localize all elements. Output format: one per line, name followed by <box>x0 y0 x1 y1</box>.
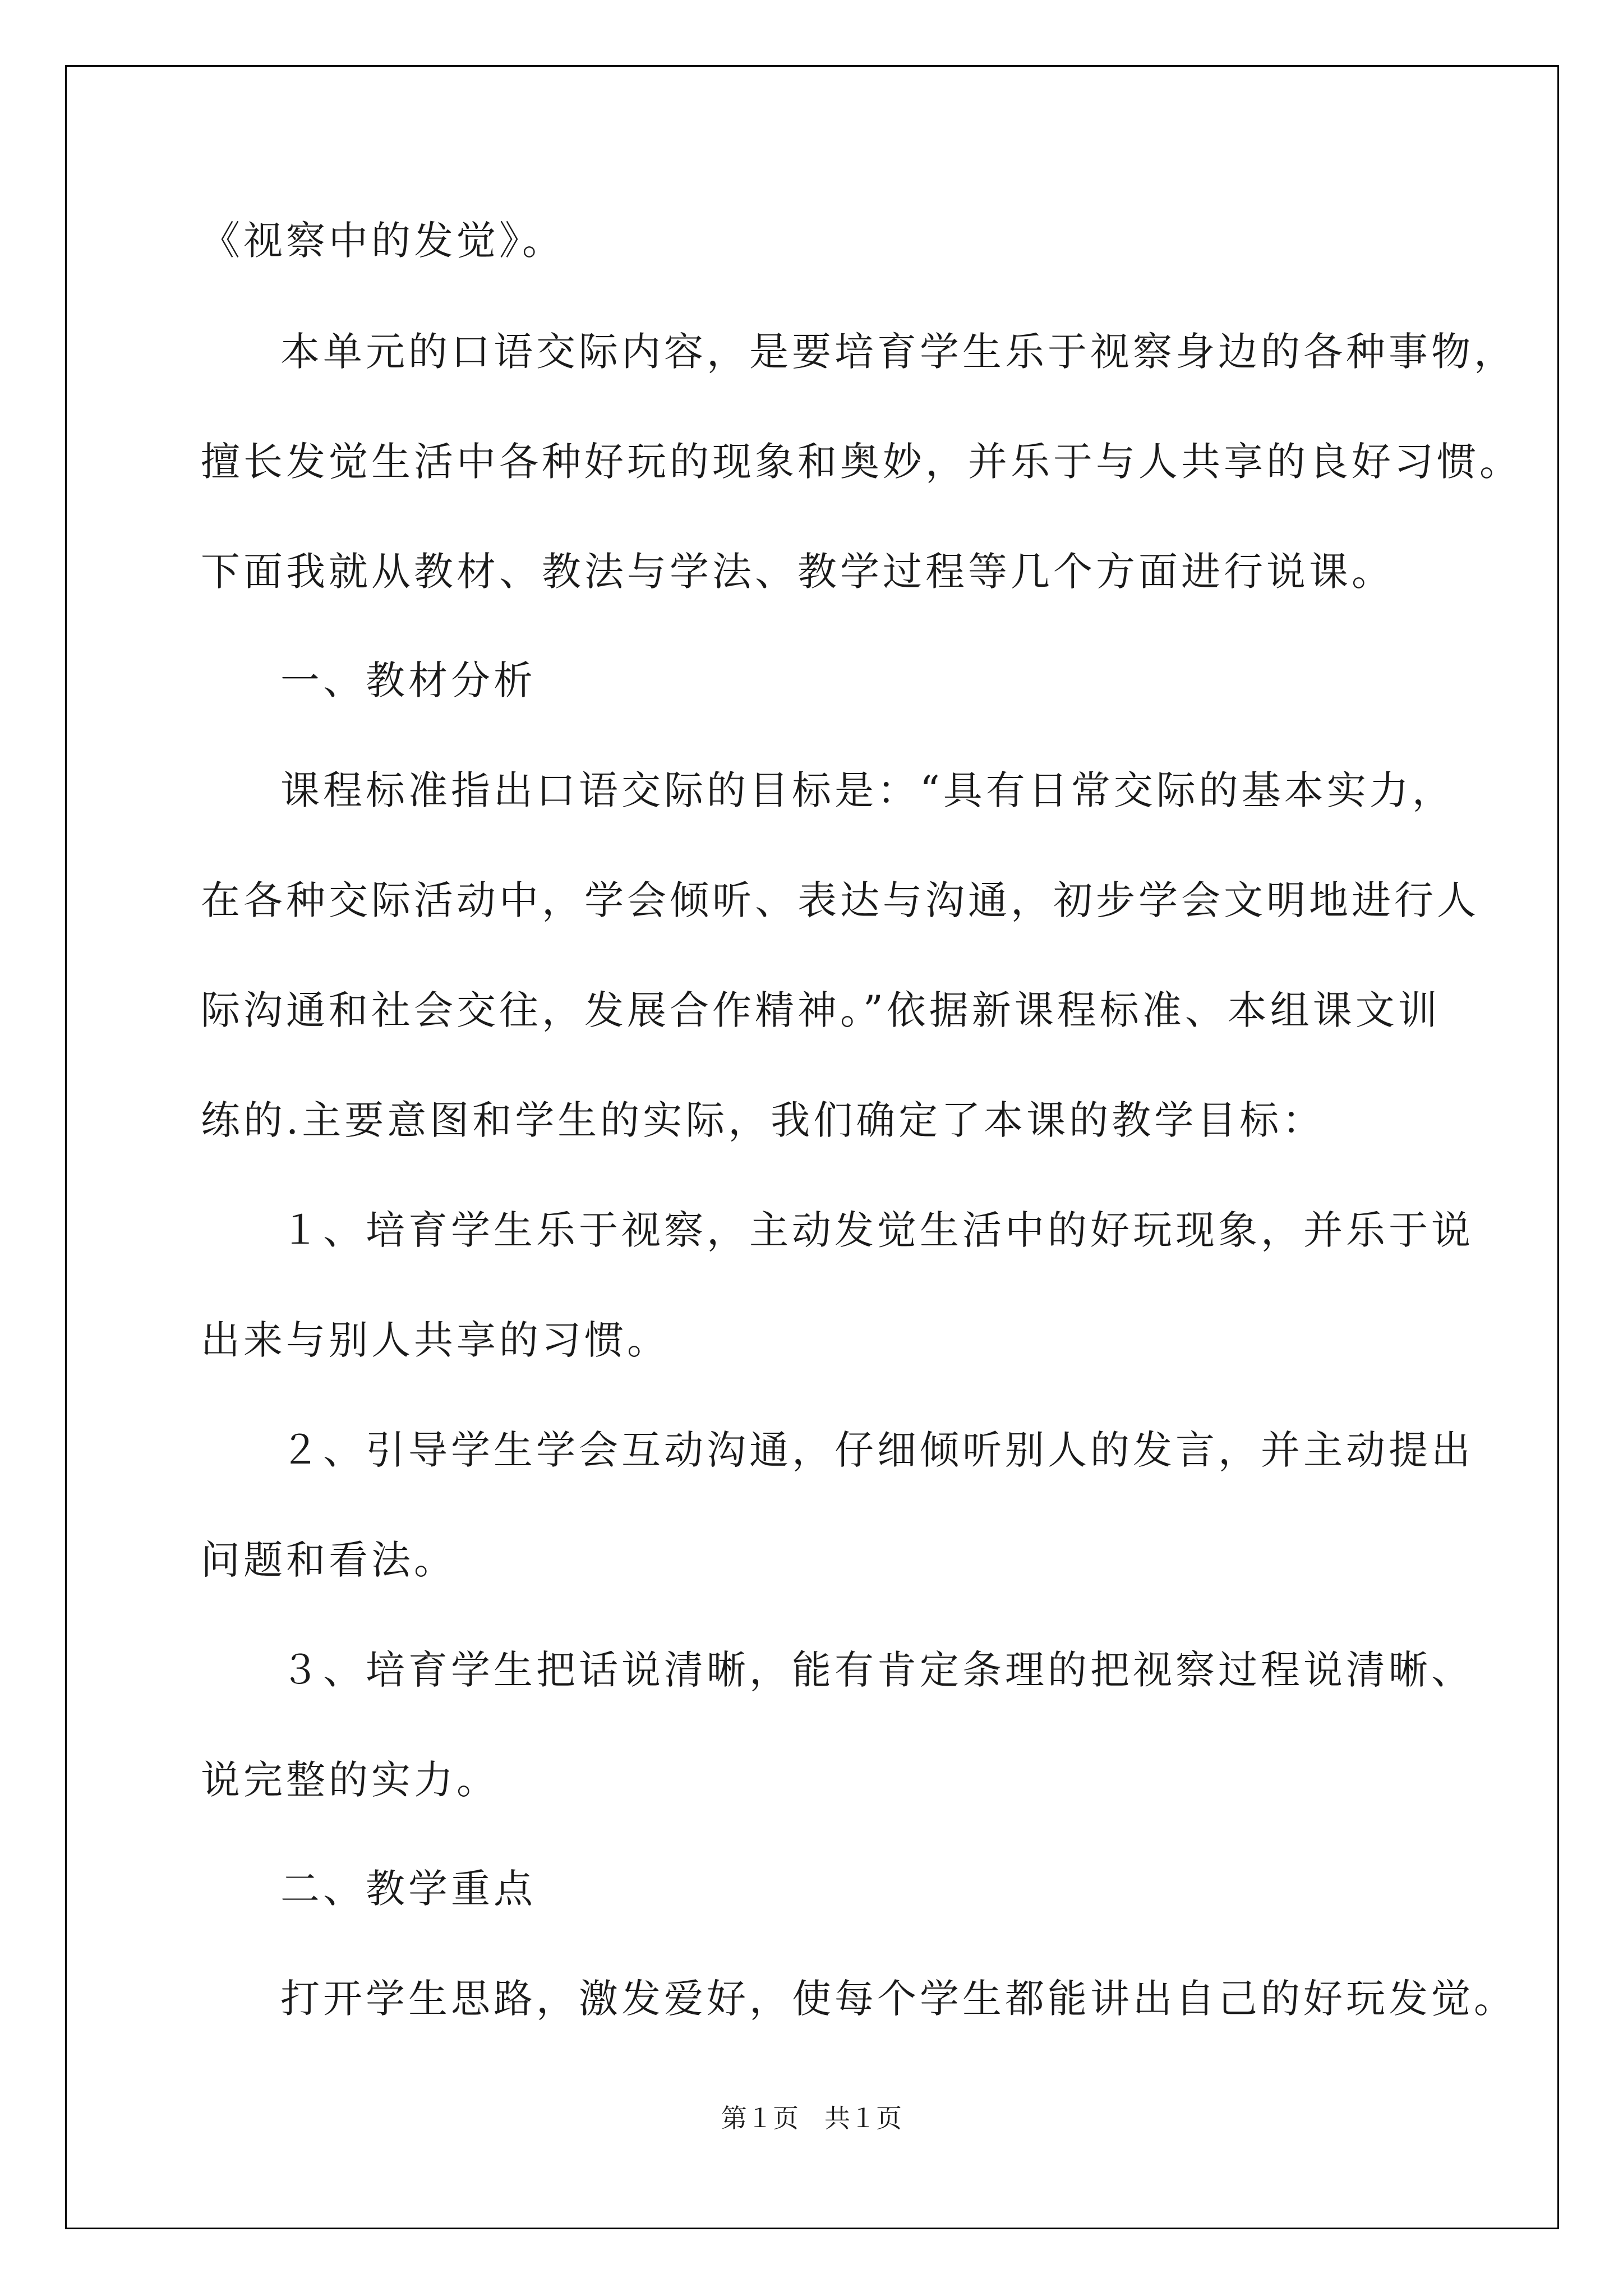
section-heading-1: 一、教材分析 <box>280 657 536 703</box>
text-line-15: 说完整的实力。 <box>201 1757 499 1803</box>
section-heading-2: 二、教学重点 <box>280 1866 536 1912</box>
text-line-13: 问题和看法。 <box>201 1537 457 1583</box>
text-line-4: 下面我就从教材、教法与学法、教学过程等几个方面进行说课。 <box>201 549 1394 595</box>
text-line-2: 本单元的口语交际内容，是要培育学生乐于视察身边的各种事物， <box>280 329 1516 375</box>
text-line-11: 出来与别人共享的习惯。 <box>201 1317 670 1363</box>
goal-item-3: ３、培育学生把话说清晰，能有肯定条理的把视察过程说清晰、 <box>280 1647 1474 1693</box>
text-line-3: 擅长发觉生活中各种好玩的现象和奥妙，并乐于与人共享的良好习惯。 <box>201 439 1522 485</box>
text-line-1: 《视察中的发觉》。 <box>201 218 565 264</box>
text-line-8: 际沟通和社会交往，发展合作精神。”依据新课程标准、本组课文训 <box>201 987 1441 1033</box>
text-line-7: 在各种交际活动中，学会倾听、表达与沟通，初步学会文明地进行人 <box>201 877 1479 923</box>
page-total: 共１页 <box>824 2103 902 2133</box>
page-footer <box>0 2102 1623 2134</box>
text-line-9: 练的.主要意图和学生的实际，我们确定了本课的教学目标： <box>201 1097 1325 1143</box>
goal-item-1: １、培育学生乐于视察，主动发觉生活中的好玩现象，并乐于说 <box>280 1207 1474 1253</box>
page-number: 第１页 <box>721 2103 799 2133</box>
text-line-6: 课程标准指出口语交际的目标是：“具有日常交际的基本实力， <box>280 767 1455 813</box>
text-line-17: 打开学生思路，激发爱好，使每个学生都能讲出自己的好玩发觉。 <box>280 1976 1516 2022</box>
goal-item-2: ２、引导学生学会互动沟通，仔细倾听别人的发言，并主动提出 <box>280 1427 1474 1473</box>
